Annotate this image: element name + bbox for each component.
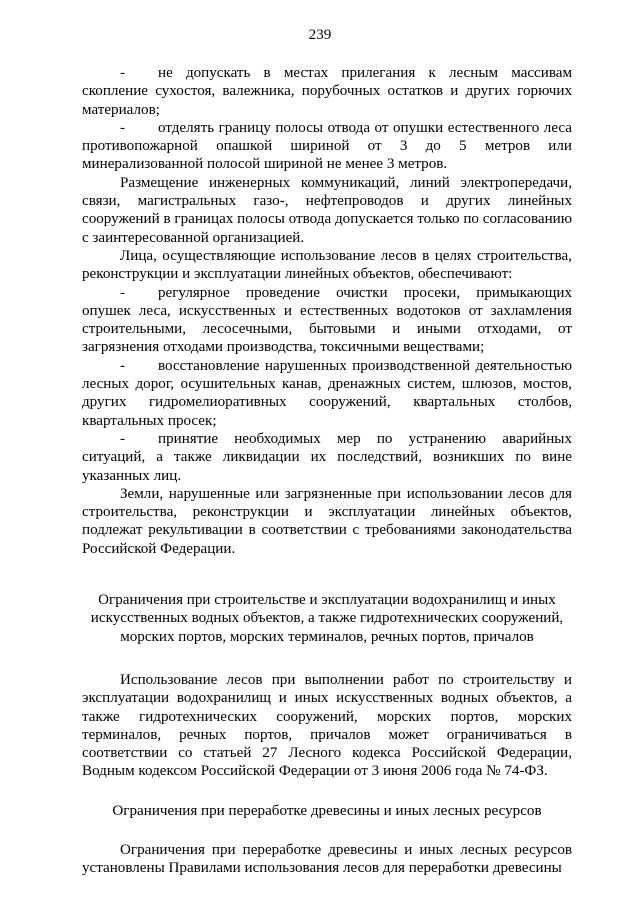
bullet-text: регулярное проведение очистки просеки, примыкающих опушек леса, искусственных и естественных водотоков от захламления строительными, лесосечными, бытовыми и иными отходами, от загрязнения отходами производства, токсичными веществами; [82,284,572,356]
paragraph: Лица, осуществляющие использование лесов в целях строительства, реконструкции и эксплуатации линейных объектов, обеспечивают: [82,247,572,283]
bullet-text: принятие необходимых мер по устранению аварийных ситуаций, а также ликвидации их последствий, возникших по вине указанных лиц. [82,430,572,484]
paragraph: Земли, нарушенные или загрязненные при использовании лесов для строительства, реконструкции и эксплуатации линейных объектов, подлежат рекультивации в соответствии с требованиями законодательства Российской Федерации. [82,485,572,557]
bullet-text: отделять границу полосы отвода от опушки естественного леса противопожарной опашкой шириной от 3 до 5 метров или минерализованной полосой шириной не менее 3 метров. [82,119,572,173]
page-body [82,64,572,878]
bullet-marker: - [120,119,126,136]
section-heading-wood-processing: Ограничения при переработке древесины и иных лесных ресурсов [112,802,542,819]
bullet-text: не допускать в местах прилегания к лесным массивам скопление сухостоя, валежника, порубочных остатков и других горючих материалов; [82,65,572,118]
text-blocks [82,64,572,558]
bullet-item [82,119,572,174]
page-number: 239 [308,27,332,43]
bullet-item [82,64,572,119]
bullet-text: восстановление нарушенных производственной деятельностью лесных дорог, осушительных канав, дренажных систем, шлюзов, мостов, других гидромелиоративных сооружений, квартальных столбов, квартальных просек; [82,357,572,429]
section-heading-reservoirs: Ограничения при строительстве и эксплуатации водохранилищ и иных искусственных водных объектов, а также гидротехнических сооружений, морских портов, морских терминалов, речных портов, причалов [90,592,564,645]
bullet-marker: - [120,430,126,447]
bullet-item [82,284,572,357]
bullet-item [82,357,572,430]
paragraph-wood-processing: Ограничения при переработке древесины и иных лесных ресурсов установлены Правилами использования лесов для переработки древесины [82,841,572,877]
paragraph: Размещение инженерных коммуникаций, линий электропередачи, связи, магистральных газо-, нефтепроводов и других линейных сооружений в границах полосы отвода допускается только по согласованию с заинтересованной организацией. [82,174,572,246]
bullet-item [82,430,572,485]
bullet-marker: - [120,284,126,301]
bullet-marker: - [120,357,126,374]
bullet-marker: - [120,65,126,81]
paragraph-reservoirs: Использование лесов при выполнении работ по строительству и эксплуатации водохранилищ и иных искусственных водных объектов, а также гидротехнических сооружений, морских портов, морских терминалов, речных портов, причалов может ограничиваться в соответствии со статьей 27 Лесного кодекса Российской Федерации, Водным кодексом Российской Федерации от 3 июня 2006 года № 74-ФЗ. [82,671,572,780]
